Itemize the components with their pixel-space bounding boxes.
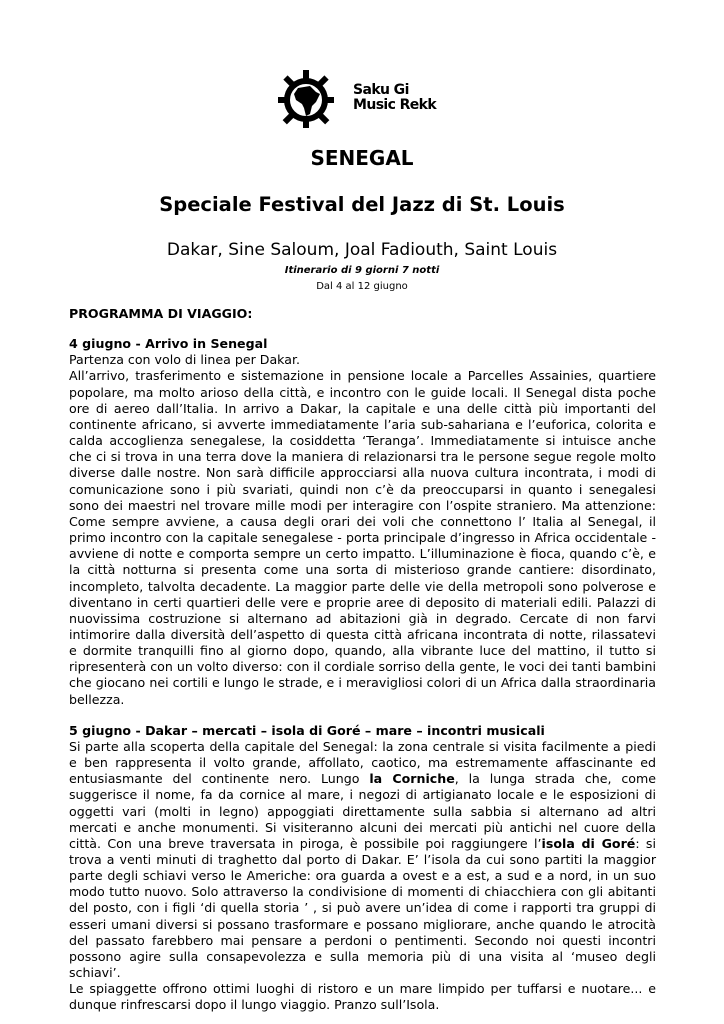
day-2-title: 5 giugno - Dakar – mercati – isola di Goré – mare – incontri musicali: [69, 722, 545, 738]
logo: [276, 66, 452, 130]
corniche-highlight: la Corniche: [369, 771, 455, 787]
goree-highlight: isola di Goré: [541, 835, 636, 851]
festival-title: Speciale Festival del Jazz di St. Louis: [159, 193, 565, 216]
day-2-text-a: Si parte alla scoperta della capitale del Senegal: la zona centrale si visita facilmente a piedi e ben rappresenta il volto grande, affollato, caotico, ma estremamente affascinante ed entusiasmante del continente nero. Lungo: [69, 738, 656, 787]
day-1-title: 4 giugno - Arrivo in Senegal: [69, 336, 268, 352]
dates-line: Dal 4 al 12 giugno: [316, 281, 408, 292]
logo-wordmark: [353, 83, 436, 113]
day-1-departure: Partenza con volo di linea per Dakar.: [69, 352, 300, 368]
logo-line-1: Saku Gi: [353, 82, 409, 98]
day-2-body: [69, 739, 656, 981]
programme-heading: PROGRAMMA DI VIAGGIO:: [69, 306, 253, 321]
logo-line-2: Music Rekk: [353, 97, 437, 113]
page-title: SENEGAL: [310, 146, 414, 170]
itinerary-line: Itinerario di 9 giorni 7 notti: [284, 265, 440, 276]
day-2-text-c: : si trova a venti minuti di traghetto dal porto di Dakar. E’ l’isola da cui sono partiti la maggior parte degli schiavi verso le Americhe: ora guarda a ovest e a est, a sud e a nord, in un suo modo tutto nuovo. Solo attraverso la condivisione di momenti di chiacchiera con gli abitanti del posto, con i figli ‘di quella storia ’ , si può avere un’idea di come i rapporti tra gruppi di esseri umani diversi si possano trasformare e possano migliorare, anche quando le atrocità del passato farebbero mai pensare a perdoni o pentimenti. Secondo noi questi incontri possono agire sulla consapevolezza e sulla memoria più di una visita al ‘museo degli schiavi’.: [69, 835, 656, 981]
programme-content: [69, 306, 656, 1014]
places-subtitle: Dakar, Sine Saloum, Joal Fadiouth, Saint Louis: [166, 240, 558, 260]
day-2-beach-paragraph: Le spiaggette offrono ottimi luoghi di ristoro e un mare limpido per tuffarsi e nuotare... e dunque rinfrescarsi dopo il lungo viaggio. Pranzo sull’Isola.: [69, 981, 656, 1013]
day-1-body: All’arrivo, trasferimento e sistemazione in pensione locale a Parcelles Assainies, quartiere popolare, ma molto arioso della città, e incontro con le guide locali. Il Senegal dista poche ore di aereo dall’Italia. In arrivo a Dakar, la capitale e una delle città più importanti del continente africano, si avverte immediatamente l’aria sub-sahariana e l’euforica, colorita e calda accoglienza senegalese, la cosiddetta ‘Teranga’. Immediatamente si intuisce anche che ci si trova in una terra dove la maniera di relazionarsi tra le persone segue regole molto diverse dalle nostre. Non sarà difficile approcciarsi alla nuova cultura incontrata, i modi di comunicazione sono i più svariati, quindi non c’è da preoccuparsi in quanto i senegalesi sono dei maestri nel trovare mille modi per interagire con l’ospite straniero. Ma attenzione: Come sempre avviene, a causa degli orari dei voli che connettono l’ Italia al Senegal, il primo incontro con la capitale senegalese - porta principale d’ingresso in Africa occidentale - avviene di notte e comporta sempre un certo impatto. L’illuminazione è fioca, quando c’è, e la città notturna si presenta come una sorta di misterioso grande cantiere: disordinato, incompleto, talvolta decadente. La maggior parte delle vie della metropoli sono polverose e diventano in certi quartieri delle vere e proprie aree di deposito di materiali edili. Palazzi di nuovissima costruzione si alternano ad abitazioni già in degrado. Cercate di non farvi intimorire dalla diversità dell’aspetto di questa città africana incontrata di notte, rilassatevi e dormite tranquilli fino al giorno dopo, quando, alla vibrante luce del mattino, il tutto si ripresenterà con un volto diverso: con il cordiale sorriso della gente, le voci dei tanti bambini che giocano nei cortili e lungo le strade, e i meravigliosi colori di un Africa dalla straordinaria bellezza.: [69, 368, 656, 707]
day-2-text-b: , la lunga strada che, come suggerisce il nome, fa da cornice al mare, i negozi di artigianato locale e le esposizioni di oggetti vari (molti in legno) appoggiati direttamente sulla sabbia si alternano ad altri mercati e anche monumenti. Si visiteranno alcuni dei mercati più antichi nel cuore della città. Con una breve traversata in piroga, è possibile poi raggiungere l’: [69, 771, 657, 851]
africa-wheel-logo-icon: [276, 66, 346, 130]
